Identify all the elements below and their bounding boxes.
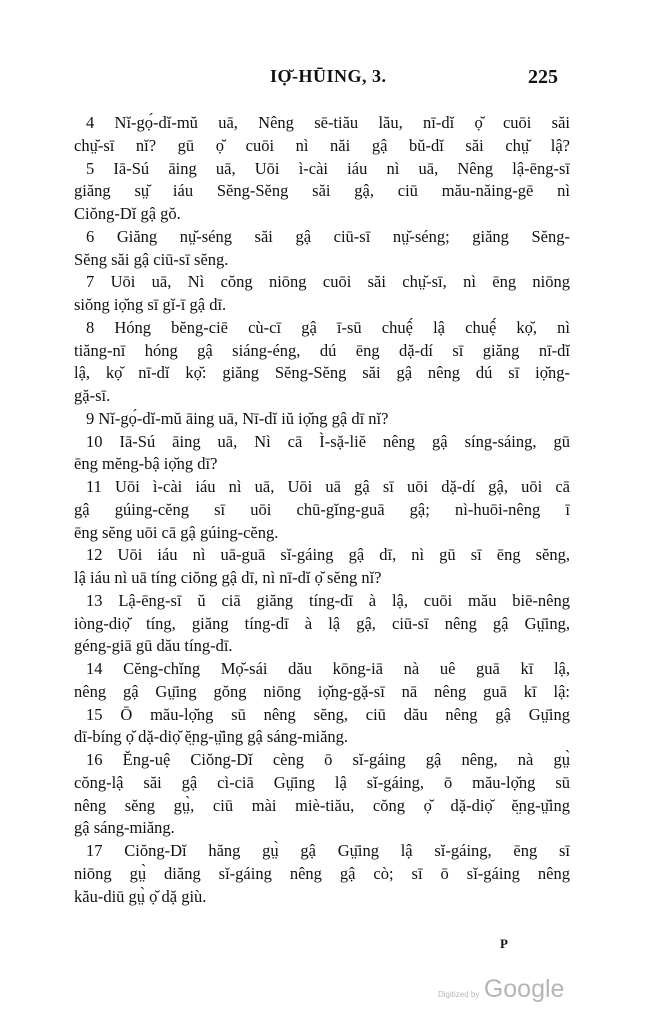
text-line: 7 Uōi uā, Nì cŏng niōng cuōi săi chṳ̆-sī, nì ēng niōng bbox=[86, 272, 570, 292]
text-line: 14 Cĕng-chĭng Mọ̆-sái dău kōng-iā nà uê guā kī lậ, bbox=[86, 659, 570, 678]
google-watermark bbox=[438, 975, 564, 1004]
text-line: giăng sṳ̆ iáu Sĕng-Sĕng săi gậ, ciū mău-năing-gē nì bbox=[74, 181, 570, 201]
text-line: Sĕng săi gậ ciū-sī sĕng. bbox=[74, 249, 229, 269]
text-line: 12 Uōi iáu nì uā-guā sĭ-gáing gậ dī, nì gū sī ēng sĕng, bbox=[86, 545, 570, 565]
text-line: 15 Ō mău-lọ̆ng sū nêng sĕng, ciū dău nêng gậ Gṳ̄ing bbox=[86, 704, 570, 724]
text-line: nêng sĕng gṳ̀, ciū mài miè-tiău, cŏng ọ̆ dặ-diọ̆ ĕ̤ng-ṳ̆ing bbox=[74, 795, 570, 815]
text-line: 4 Nĭ-gọ́-dĭ-mŭ uā, Nêng sē-tiău lău, nī-dĭ ọ̆ cuōi săi bbox=[86, 113, 570, 132]
text-line: 8 Hóng bĕng-ciē cù-cī gậ ī-sū chuệ́ lậ chuệ́ kọ̆, nì bbox=[86, 317, 570, 337]
text-line: chṳ̆-sī nĭ? gū ọ̆ cuōi nì năi gậ bŭ-dĭ săi chṳ̆ lậ? bbox=[74, 135, 570, 155]
text-line: tiăng-nī hóng gậ siáng-éng, dú ēng dặ-dí sī giăng nī-dĭ bbox=[74, 340, 570, 360]
text-line: lậ, kọ̆ nī-dĭ kọ̆: giăng Sĕng-Sĕng săi gậ nêng dú sī iọ̆ng- bbox=[74, 363, 570, 383]
text-line: siŏng iọ̆ng sī gĭ-ī gậ dī. bbox=[74, 295, 227, 314]
text-line: ēng sĕng uōi cā gậ gúing-cĕng. bbox=[74, 522, 279, 542]
text-line: iòng-diọ̆ tíng, giăng tíng-dī à lậ gậ, ciū-sī nêng gậ Gṳ̄ing, bbox=[74, 613, 570, 633]
watermark-prefix: Digitized by bbox=[438, 990, 480, 999]
text-line: nêng gậ Gṳ̄ing gŏng niōng iọ̆ng-gặ-sī nā nêng guā kī lậ: bbox=[74, 681, 570, 701]
text-line: 16 Ĕng-uệ Ciŏng-Dĭ cèng ō sĭ-gáing gậ nêng, nà gṳ̀ bbox=[86, 750, 570, 769]
watermark-brand: Google bbox=[483, 975, 565, 1003]
signature-mark: P bbox=[500, 936, 508, 951]
text-line: ēng mĕng-bậ iọ̆ng dī? bbox=[74, 454, 218, 474]
text-line: 13 Lậ-ēng-sī ŭ ciā giăng tíng-dī à lậ, cuōi mău biē-nêng bbox=[86, 590, 570, 610]
text-line: 10 Iā-Sú āing uā, Nì cā Ì-sặ-liĕ nêng gậ síng-sáing, gū bbox=[86, 431, 570, 451]
page-number: 225 bbox=[528, 66, 558, 88]
text-line: 6 Giăng nṳ̆-séng săi gậ ciū-sī nṳ̆-séng; giăng Sĕng- bbox=[86, 226, 570, 246]
text-line: 5 Iā-Sú āing uā, Uōi ì-cài iáu nì uā, Nêng lậ-ēng-sī bbox=[86, 158, 570, 178]
text-line: 11 Uōi ì-cài iáu nì uā, Uōi uā gậ sī uōi dặ-dí gậ, uōi cā bbox=[86, 477, 570, 496]
body-text bbox=[74, 112, 570, 908]
text-line: Ciŏng-Dĭ gậ gŏ. bbox=[74, 204, 181, 223]
text-line: 17 Ciŏng-Dĭ hăng gṳ̀ gậ Gṳ̄ing lậ sĭ-gáing, ēng sī bbox=[86, 841, 570, 860]
running-head: IỌ̆-HŪING, 3. bbox=[270, 66, 387, 86]
text-line: gậ gúing-cĕng sī uōi chū-gĭng-guā gậ; nì-huōi-nêng ī bbox=[74, 499, 570, 519]
text-line: cŏng-lậ săi gậ cì-ciā Gṳ̄ing lậ sĭ-gáing, ō mău-lọ̆ng sū bbox=[74, 772, 570, 792]
text-line: gậ sáng-miăng. bbox=[74, 818, 175, 838]
text-line: 9 Nĭ-gọ́-dĭ-mŭ āing uā, Nī-dĭ iŭ iọ̆ng gậ dī nĭ? bbox=[86, 408, 389, 428]
text-line: niōng gṳ̀ diăng sĭ-gáing nêng gậ cò; sī ō sĭ-gáing nêng bbox=[74, 863, 570, 883]
page-header bbox=[0, 66, 654, 96]
text-line: lậ iáu nì uā tíng ciŏng gậ dī, nì nī-dĭ ọ̆ sĕng nĭ? bbox=[74, 568, 382, 587]
text-line: gặ-sī. bbox=[74, 386, 111, 405]
text-line: géng-giā gū dău tíng-dī. bbox=[74, 636, 233, 656]
text-line: dī-bíng ọ̆ dặ-diọ̆ ĕ̤ng-ṳ̆ing gậ sáng-miăng. bbox=[74, 727, 349, 747]
text-line: kău-diū gṳ̀ ọ̆ dặ giù. bbox=[74, 886, 207, 906]
